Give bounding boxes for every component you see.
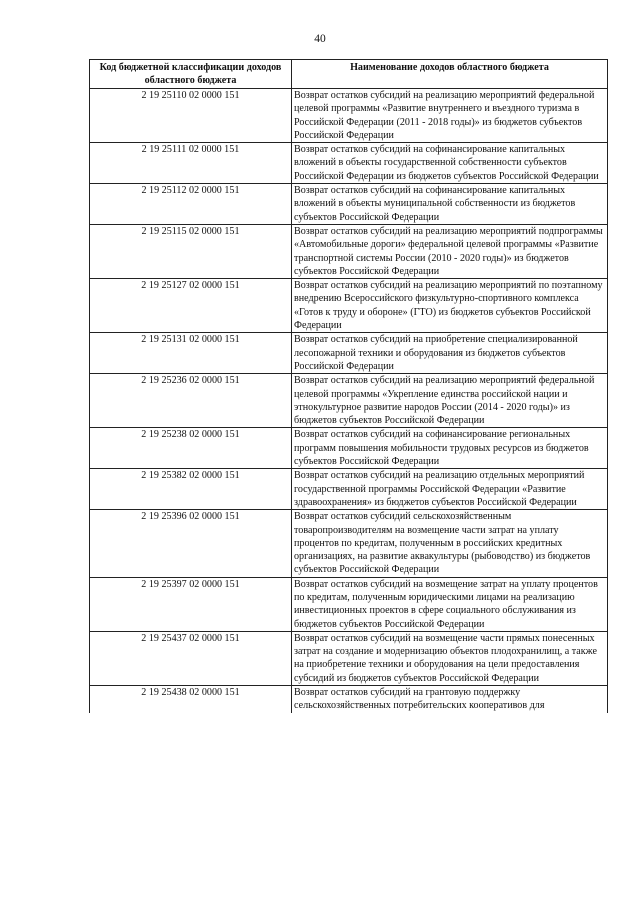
revenue-name: Возврат остатков субсидий на возмещение затрат на уплату процентов по кредитам, полученным юридическими лицами на реализацию инвестиционных проектов в сфере социального обслуживания из бюджетов субъектов Российской Федерации	[292, 577, 608, 631]
header-code: Код бюджетной классификации доходов областного бюджета	[90, 60, 292, 89]
budget-code: 2 19 25131 02 0000 151	[90, 333, 292, 374]
table-row	[90, 374, 608, 428]
budget-classification-table	[89, 59, 608, 713]
revenue-name: Возврат остатков субсидий на софинансирование региональных программ повышения мобильности трудовых ресурсов из бюджетов субъектов Российской Федерации	[292, 428, 608, 469]
table-row	[90, 428, 608, 469]
table-row	[90, 333, 608, 374]
revenue-name: Возврат остатков субсидий на реализацию мероприятий подпрограммы «Автомобильные дороги» федеральной целевой программы «Развитие транспортной системы России (2010 - 2020 годы)» из бюджетов субъектов Российской Федерации	[292, 224, 608, 278]
revenue-name: Возврат остатков субсидий на реализацию мероприятий по поэтапному внедрению Всероссийского физкультурно-спортивного комплекса «Готов к труду и обороне» (ГТО) из бюджетов субъектов Российской Федерации	[292, 279, 608, 333]
header-name: Наименование доходов областного бюджета	[292, 60, 608, 89]
revenue-name: Возврат остатков субсидий на реализацию отдельных мероприятий государственной программы Российской Федерации «Развитие здравоохранения» из бюджетов субъектов Российской Федерации	[292, 469, 608, 510]
table-row	[90, 184, 608, 225]
table-row	[90, 510, 608, 577]
revenue-name: Возврат остатков субсидий на грантовую поддержку сельскохозяйственных потребительских кооперативов для	[292, 686, 608, 713]
revenue-name: Возврат остатков субсидий на реализацию мероприятий федеральной целевой программы «Укрепление единства российской нации и этнокультурное развитие народов России (2014 - 2020 годы)» из бюджетов субъектов Российской Федерации	[292, 374, 608, 428]
budget-code: 2 19 25236 02 0000 151	[90, 374, 292, 428]
revenue-name: Возврат остатков субсидий на приобретение специализированной лесопожарной техники и оборудования из бюджетов субъектов Российской Федерации	[292, 333, 608, 374]
table-row	[90, 631, 608, 685]
revenue-name: Возврат остатков субсидий сельскохозяйственным товаропроизводителям на возмещение части затрат на уплату процентов по кредитам, полученным в российских кредитных организациях, на развитие аквакультуры (рыбоводство) из бюджетов субъектов Российской Федерации	[292, 510, 608, 577]
table-row	[90, 469, 608, 510]
table-row	[90, 143, 608, 184]
budget-code: 2 19 25238 02 0000 151	[90, 428, 292, 469]
revenue-name: Возврат остатков субсидий на возмещение части прямых понесенных затрат на создание и модернизацию объектов плодохранилищ, а также на приобретение техники и оборудования на цели предоставления субсидий из бюджетов субъектов Российской Федерации	[292, 631, 608, 685]
budget-code: 2 19 25397 02 0000 151	[90, 577, 292, 631]
budget-code: 2 19 25127 02 0000 151	[90, 279, 292, 333]
budget-code: 2 19 25396 02 0000 151	[90, 510, 292, 577]
budget-code: 2 19 25112 02 0000 151	[90, 184, 292, 225]
budget-code: 2 19 25382 02 0000 151	[90, 469, 292, 510]
budget-code: 2 19 25115 02 0000 151	[90, 224, 292, 278]
table-header-row	[90, 60, 608, 89]
revenue-name: Возврат остатков субсидий на софинансирование капитальных вложений в объекты муниципальной собственности из бюджетов субъектов Российской Федерации	[292, 184, 608, 225]
budget-code: 2 19 25111 02 0000 151	[90, 143, 292, 184]
budget-code: 2 19 25438 02 0000 151	[90, 686, 292, 713]
budget-code: 2 19 25110 02 0000 151	[90, 89, 292, 143]
table-row	[90, 686, 608, 713]
table-row	[90, 577, 608, 631]
table-row	[90, 279, 608, 333]
budget-code: 2 19 25437 02 0000 151	[90, 631, 292, 685]
table-row	[90, 89, 608, 143]
page-number: 40	[314, 33, 326, 45]
revenue-name: Возврат остатков субсидий на софинансирование капитальных вложений в объекты государственной собственности субъектов Российской Федерации из бюджетов субъектов Российской Федерации	[292, 143, 608, 184]
revenue-name: Возврат остатков субсидий на реализацию мероприятий федеральной целевой программы «Развитие внутреннего и въездного туризма в Российской Федерации (2011 - 2018 годы)» из бюджетов субъектов Российской Федерации	[292, 89, 608, 143]
table-row	[90, 224, 608, 278]
